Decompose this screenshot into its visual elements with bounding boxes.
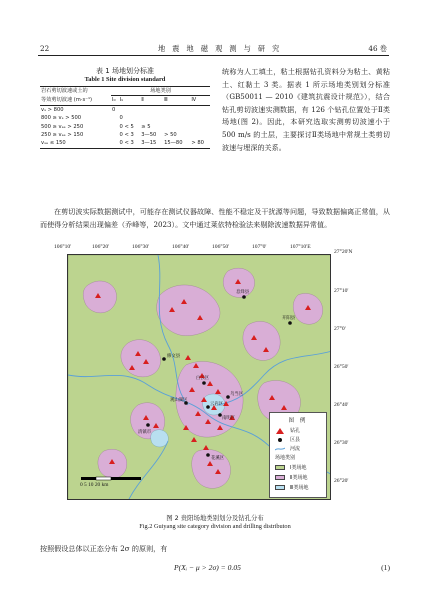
legend-item-river (275, 445, 300, 452)
table-cell (190, 131, 210, 139)
table-row (40, 105, 210, 114)
header-rule (38, 55, 389, 56)
longitude-tick-label: 106°20' (92, 244, 110, 250)
legend-item-class-II (275, 474, 307, 481)
place-label: 乌当区 (230, 392, 244, 397)
table-class-header: Ⅳ (190, 96, 210, 105)
legend-item-class-III (275, 484, 308, 491)
longitude-tick-label: 107°0' (252, 244, 267, 250)
latitude-tick-label: 26°30' (334, 440, 349, 446)
body-paragraph: 在剪切波实际数据测试中，可能存在测试仪器故障、性能不稳定及干扰源等问题，导致数据偏离正常值，从而使得分析结果出现偏差（乔峰等，2023）。文中通过莱依特检验法来剔除波速数据异常值。 (40, 207, 390, 229)
legend-label: 钻孔 (290, 428, 301, 434)
longitude-tick-label: 107°10'E (290, 244, 311, 250)
place-label: 花溪区 (211, 456, 225, 461)
legend-label: 区县 (290, 437, 301, 443)
table-row (40, 131, 210, 139)
table-cell (111, 139, 119, 148)
blue-line-icon (275, 446, 285, 452)
table-cell: ≥ 5 (141, 123, 151, 130)
table-cell (140, 114, 163, 122)
scale-bar (80, 476, 144, 488)
latitude-tick-label: 27°10' (334, 288, 349, 294)
table-cell (190, 114, 210, 122)
table-cell: vₛ > 800 (41, 106, 64, 113)
table-col-header: 等效剪切波速 (m·s⁻¹) (40, 96, 111, 105)
table-cell: 3—50 (141, 132, 157, 139)
table-cell: 0 (119, 115, 123, 122)
county-seat-marker (242, 295, 246, 299)
green-swatch-icon (275, 465, 285, 470)
map-legend (269, 412, 327, 498)
table-cell: 0 < 5 (119, 123, 134, 130)
legend-item-class-I (275, 464, 306, 471)
legend-label: Ⅱ类场地 (290, 475, 308, 481)
county-seat-marker (146, 423, 150, 427)
legend-item-borehole (275, 427, 300, 434)
site-division-table (40, 86, 210, 149)
table-cell (111, 123, 119, 131)
table-title-cn: 表 1 场地划分标准 (96, 67, 154, 75)
table-row (40, 114, 210, 122)
legend-label: Ⅲ类场地 (290, 485, 309, 491)
table-row (40, 139, 210, 148)
table-cell: 15—80 (163, 139, 190, 148)
table-cell: > 80 (190, 139, 210, 148)
principle-sentence: 按照假设总体以正态分布 2σ 的原则，有 (40, 544, 168, 553)
scale-bar-label: 0 5 10 20 km (80, 482, 109, 488)
table-cell (140, 105, 163, 114)
legend-label: 场地类别 (275, 455, 296, 461)
place-label: 云岩区 (210, 402, 224, 407)
table-group-header: 场地类别 (111, 87, 210, 96)
longitude-tick-label: 106°50' (212, 244, 230, 250)
purple-swatch-icon (275, 475, 285, 480)
legend-title: 图 例 (288, 418, 308, 424)
table-title-en: Table 1 Site division standard (84, 76, 166, 83)
blue-swatch-icon (275, 485, 285, 490)
journal-name: 地 震 地 磁 观 测 与 研 究 (158, 44, 282, 53)
equation-number: (1) (381, 563, 390, 572)
table-class-header: I₀ (111, 96, 119, 105)
place-label: 开阳县 (282, 316, 296, 321)
latitude-tick-label: 26°20' (334, 478, 349, 484)
table-cell (163, 105, 190, 114)
place-label: 清镇市 (138, 430, 152, 435)
table-cell (111, 114, 119, 122)
figure-caption-cn: 图 2 贵阳场地类别划分及钻孔分布 (166, 514, 264, 522)
table-cell (190, 105, 210, 114)
table-cell: vₛₑ ≤ 150 (40, 139, 111, 148)
longitude-tick-label: 106°40' (172, 244, 190, 250)
table-cell (163, 114, 190, 122)
county-seat-marker (206, 453, 210, 457)
county-seat-marker (162, 357, 166, 361)
place-label: 观山湖区 (170, 398, 188, 403)
page-number: 22 (40, 44, 50, 53)
place-label: 修文县 (167, 354, 181, 359)
figure-caption-en: Fig.2 Guiyang site category division and drilling distributon (139, 523, 291, 530)
class-III-region (151, 430, 169, 447)
legend-label: Ⅰ类场地 (290, 465, 307, 471)
legend-item-county (275, 436, 300, 443)
latitude-tick-label: 26°40' (334, 402, 349, 408)
table-class-header: Ⅱ (140, 96, 163, 105)
latitude-tick-label: 27°20'N (334, 249, 353, 255)
table-cell (111, 131, 119, 139)
table-cell: 800 ≥ vₛ > 500 (41, 115, 82, 122)
table-cell: 0 < 3 (119, 139, 141, 148)
table-class-header: Ⅲ (163, 96, 190, 105)
table-cell: 500 ≥ vₛₑ > 250 (41, 123, 84, 130)
table-cell (163, 123, 190, 131)
right-column-paragraph: 统称为人工填土，粘土根据钻孔资料分为粘土、黄粘土、红黏土 3 类。据表 1 所示场地类别划分标准（GB50011 — 2010《建筑抗震设计规范》），结合钻孔剪切波速实测数据，有 126 个钻孔位置处于Ⅱ类场地(图 2)。因此，本研究选取实测剪切波速小于 500 m/s 的土层，主要探讨Ⅱ类场地中常规土类剪切波速与埋深的关系。 (222, 67, 390, 152)
place-label: 南明区 (222, 416, 236, 421)
county-seat-marker (288, 321, 292, 325)
table-col-header: 岩石剪切波速或土的 (40, 87, 111, 96)
longitude-tick-label: 106°30' (132, 244, 150, 250)
legend-item-site-category (275, 454, 295, 461)
latitude-tick-label: 26°50' (334, 364, 349, 370)
table-cell: 0 (111, 106, 116, 113)
legend-label: 河流 (290, 446, 301, 452)
red-triangle-icon (275, 428, 285, 434)
volume-label: 46 卷 (368, 44, 387, 53)
latitude-tick-label: 27°0' (334, 326, 346, 332)
black-dot-icon (275, 437, 285, 443)
table-cell (119, 105, 141, 114)
place-label: 白云区 (196, 376, 210, 381)
site-category-map (40, 244, 362, 508)
table-row (40, 123, 210, 131)
table-cell: > 50 (164, 132, 177, 139)
table-cell: 250 ≥ vₛₑ > 150 (41, 132, 84, 139)
table-cell: 0 < 3 (119, 132, 134, 139)
table-cell: 3—15 (140, 139, 163, 148)
table-cell (190, 123, 210, 131)
longitude-tick-label: 106°10' (54, 244, 72, 250)
equation-body: P(Xᵢ − μ > 2σ) = 0.05 (174, 563, 241, 572)
table-class-header: I₁ (119, 96, 141, 105)
place-label: 息烽县 (236, 290, 250, 295)
county-seat-marker (202, 381, 206, 385)
